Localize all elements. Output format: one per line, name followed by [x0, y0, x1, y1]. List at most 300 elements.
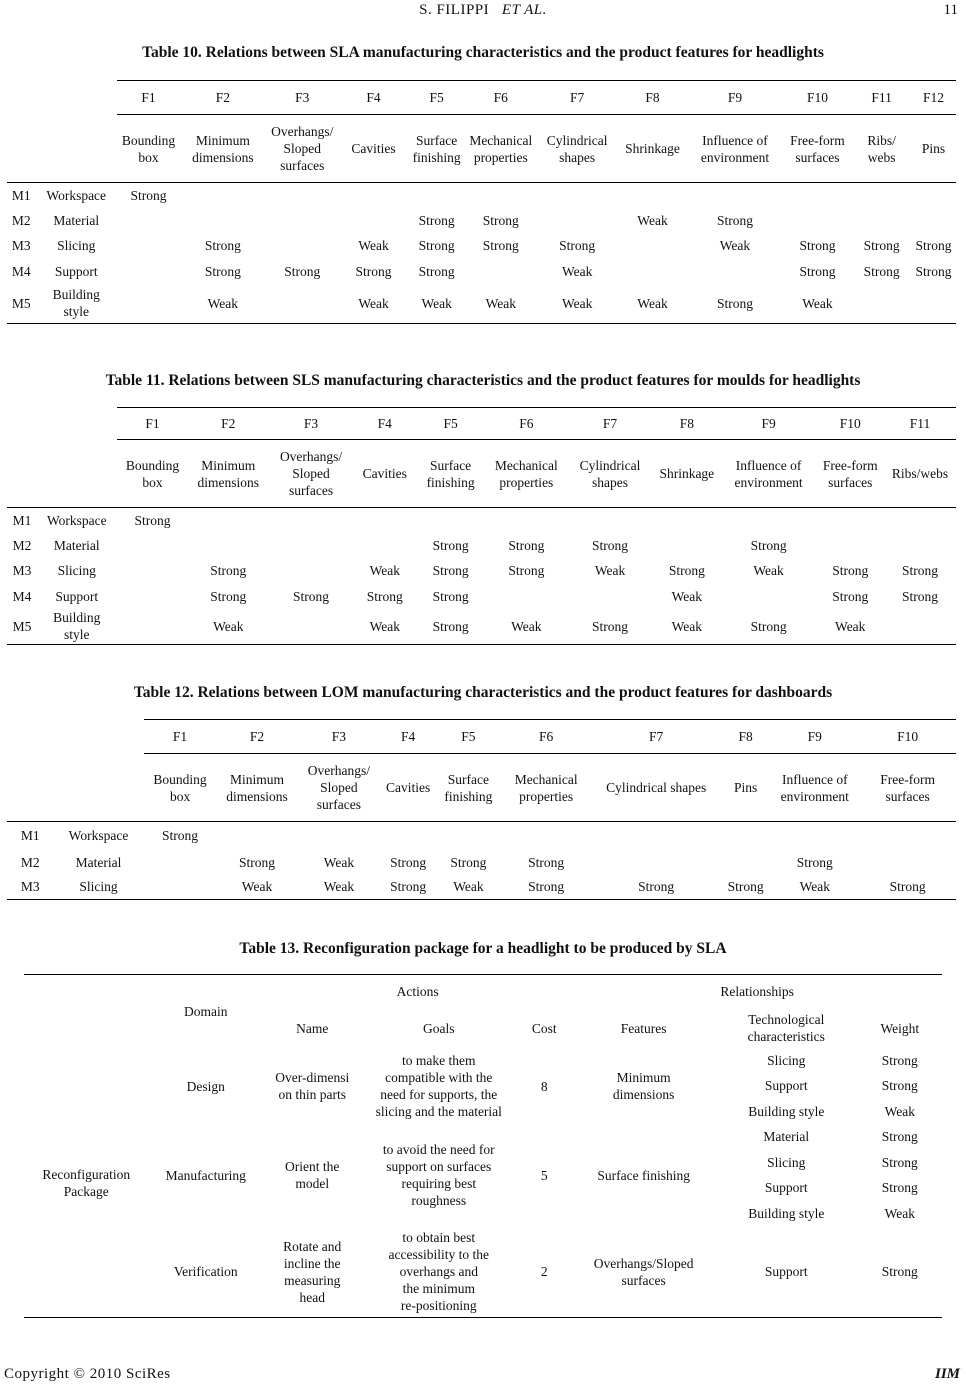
relation-cell: [117, 584, 189, 609]
action-name: [263, 1124, 361, 1226]
header-blank: [7, 440, 117, 508]
action-cost: 2: [516, 1226, 572, 1318]
feature-name: [408, 115, 465, 183]
cell-line: Cylindrical shapes: [606, 780, 707, 795]
table-row: [7, 584, 956, 609]
relation-cell: [852, 183, 911, 208]
feature-name: [339, 115, 408, 183]
relation-cell: Weak: [653, 609, 721, 645]
cell-line: Minimum: [201, 457, 256, 473]
relation-cell: Strong: [832, 588, 869, 604]
relation-cell: Strong: [366, 588, 403, 604]
feature-code: F2: [188, 408, 268, 440]
tech-header: [715, 1008, 858, 1048]
relation-cell: Weak: [719, 238, 751, 253]
feature-name: [180, 115, 266, 183]
relation-cell: Weak: [408, 284, 465, 324]
cell-line: Minimum: [230, 771, 285, 787]
cell-line: characteristics: [747, 1029, 825, 1044]
cell-line: Minimum: [195, 132, 250, 148]
cell-line: requiring best: [401, 1176, 477, 1191]
relation-cell: Strong: [859, 875, 956, 900]
cell-line: Influence of: [702, 132, 768, 148]
feature-name: [721, 754, 770, 822]
action-cost: 8: [540, 1078, 548, 1094]
header-blank: [7, 115, 117, 183]
feature-code: F5: [408, 81, 465, 115]
cell-line: Slicing: [57, 238, 96, 253]
cell-line: Influence of: [781, 771, 848, 787]
relation-weight: Strong: [881, 1053, 918, 1068]
relation-cell: [816, 508, 884, 533]
relation-cell: Strong: [418, 263, 455, 279]
relation-cell: Strong: [416, 609, 486, 645]
relation-cell: [117, 609, 189, 645]
cell-line: surfaces: [795, 149, 840, 165]
cell-line: finishing: [444, 788, 493, 804]
relation-cell: Strong: [355, 263, 392, 279]
cell-line: Influence of: [735, 457, 802, 473]
relation-cell: [687, 259, 783, 284]
relation-cell: [117, 284, 180, 324]
relation-cell: [266, 233, 339, 259]
tech-characteristic: Slicing: [767, 1053, 806, 1068]
cell-line: Overhangs/: [271, 124, 334, 139]
row-name: [36, 233, 117, 259]
relation-cell: Strong: [134, 512, 171, 528]
relation-weight: Strong: [881, 1129, 918, 1144]
feature-code: F1: [144, 720, 217, 754]
feature-code: F9: [770, 720, 859, 754]
relation-cell: [816, 533, 884, 558]
cell-line: Surface finishing: [597, 1167, 690, 1183]
cell-line: Surface: [447, 771, 490, 787]
row-code: M5: [7, 609, 37, 645]
cell-line: Sloped: [320, 780, 358, 795]
feature-cell: [572, 1226, 715, 1318]
relation-cell: Weak: [753, 563, 784, 578]
relation-cell: [721, 850, 770, 875]
relation-cell: Strong: [721, 875, 770, 900]
package-label: [24, 1048, 149, 1318]
table-row: [7, 259, 956, 284]
table13: [24, 974, 942, 1318]
relation-weight: Strong: [858, 1226, 942, 1318]
row-name: [36, 284, 117, 324]
table-row: [7, 822, 956, 850]
cell-line: compatible with the: [385, 1070, 493, 1085]
table-row: [7, 183, 956, 208]
cell-line: Mechanical: [494, 457, 558, 473]
relation-cell: Strong: [380, 875, 436, 900]
cell-line: Cavities: [362, 466, 407, 481]
tech-characteristic: Support: [764, 1078, 808, 1093]
relation-cell: [485, 508, 567, 533]
row-name: [37, 609, 117, 645]
cell-line: Material: [75, 854, 122, 870]
relation-cell: [408, 183, 465, 208]
relation-cell: Weak: [297, 875, 380, 900]
cell-line: Package: [63, 1183, 109, 1199]
relation-cell: [911, 183, 956, 208]
table-row: [7, 508, 956, 533]
table-row: [7, 558, 956, 584]
header-blank: [24, 974, 149, 1008]
cell-line: Bounding: [153, 771, 207, 787]
relation-cell: Strong: [863, 263, 900, 279]
actions-header: Actions: [263, 974, 572, 1008]
domain-cell: Design: [186, 1078, 225, 1094]
relation-cell: [188, 508, 268, 533]
row-code: M1: [20, 828, 40, 844]
relation-cell: [266, 208, 339, 233]
relation-cell: [721, 584, 817, 609]
relation-cell: [144, 850, 217, 875]
cell-line: environment: [780, 788, 849, 804]
cell-line: box: [142, 474, 163, 490]
cell-line: finishing: [412, 149, 461, 165]
weight-header: Weight: [880, 1020, 920, 1036]
relation-cell: [653, 508, 721, 533]
relation-cell: Strong: [482, 212, 519, 228]
header-blank: [7, 720, 144, 754]
row-code: M2: [20, 854, 40, 870]
relation-cell: [268, 609, 354, 645]
relation-cell: [380, 822, 436, 850]
relation-cell: Strong: [162, 828, 199, 844]
feature-name-row: [7, 115, 956, 183]
cell-line: environment: [734, 474, 803, 490]
relation-cell: [354, 533, 416, 558]
feature-name: [117, 440, 189, 508]
feature-name: [217, 754, 298, 822]
relation-cell: Weak: [561, 263, 593, 279]
relation-cell: Strong: [902, 563, 939, 578]
cell-line: Workspace: [68, 828, 129, 844]
feature-name-row: [7, 440, 956, 508]
cell-line: Workspace: [46, 512, 107, 528]
feature-name: [911, 115, 956, 183]
goals-header: Goals: [423, 1020, 455, 1036]
cell-line: surfaces: [288, 483, 334, 498]
relation-cell: [465, 259, 536, 284]
et-al: ET AL.: [501, 2, 547, 18]
relation-cell: [266, 284, 339, 324]
relation-cell: Weak: [465, 284, 536, 324]
relation-cell: Strong: [796, 854, 833, 870]
relation-cell: Strong: [450, 854, 487, 870]
feature-code: F1: [117, 408, 189, 440]
relation-cell: [536, 208, 617, 233]
relation-weight: Weak: [884, 1205, 915, 1221]
relation-cell: Strong: [432, 588, 469, 604]
feature-cell: [572, 1124, 715, 1226]
cell-line: the minimum: [402, 1281, 475, 1296]
copyright: Copyright © 2010 SciRes: [4, 1366, 171, 1382]
table-row: [24, 1048, 942, 1073]
tech-characteristic: Slicing: [767, 1154, 806, 1170]
features-header: Features: [620, 1020, 667, 1036]
name-header: Name: [296, 1020, 329, 1036]
relation-cell: [416, 508, 486, 533]
cell-line: to obtain best: [402, 1230, 476, 1245]
cell-line: Cylindrical: [579, 457, 641, 473]
feature-name: [380, 754, 436, 822]
cell-line: Pins: [921, 141, 946, 156]
feature-name: [721, 440, 817, 508]
feature-name: [436, 754, 501, 822]
tech-characteristic: Building style: [748, 1103, 825, 1119]
relation-cell: [117, 259, 180, 284]
relation-cell: Strong: [501, 875, 591, 900]
feature-name: [859, 754, 956, 822]
cell-line: Mechanical: [514, 771, 578, 787]
relation-cell: Weak: [485, 609, 567, 645]
row-name: [53, 875, 143, 900]
cell-line: Bounding: [121, 132, 176, 148]
cell-line: to make them: [402, 1053, 476, 1068]
relation-cell: [117, 233, 180, 259]
feature-name: [567, 440, 653, 508]
domain-header: Domain: [149, 974, 263, 1048]
table-row: [24, 1226, 942, 1318]
cell-line: model: [295, 1176, 330, 1191]
header-blank: [7, 81, 117, 115]
feature-code: F5: [436, 720, 501, 754]
feature-code: F6: [485, 408, 567, 440]
row-name: [36, 208, 117, 233]
relation-cell: [911, 208, 956, 233]
relation-cell: Strong: [528, 854, 565, 870]
table12-caption: Table 12. Relations between LOM manufacturing characteristics and the product features for dashboards: [133, 684, 833, 701]
relation-cell: [465, 183, 536, 208]
relation-cell: Weak: [637, 212, 668, 228]
cell-line: dimensions: [197, 474, 260, 490]
feature-name: [591, 754, 721, 822]
tech-characteristic: Support: [715, 1226, 858, 1318]
relation-cell: [884, 609, 956, 645]
relation-cell: Weak: [536, 284, 617, 324]
row-code: M3: [7, 875, 53, 900]
header-blank: [7, 408, 117, 440]
feature-code: F10: [816, 408, 884, 440]
table-row: [7, 850, 956, 875]
relation-cell: Strong: [567, 609, 653, 645]
relation-cell: Weak: [671, 588, 703, 604]
cell-line: Slicing: [79, 879, 118, 895]
feature-code: F10: [859, 720, 956, 754]
relation-cell: Strong: [902, 588, 939, 604]
cell-line: Shrinkage: [659, 466, 715, 481]
table11: [7, 407, 956, 645]
tech-characteristic: Material: [763, 1129, 810, 1144]
feature-cell: [572, 1048, 715, 1124]
relation-cell: [117, 533, 189, 558]
cell-line: properties: [473, 149, 528, 165]
running-head: [0, 2, 966, 19]
relation-cell: [687, 183, 783, 208]
feature-name: [770, 754, 859, 822]
cell-line: to avoid the need for: [382, 1142, 495, 1157]
relation-cell: [536, 183, 617, 208]
relation-cell: Weak: [783, 284, 852, 324]
relation-cell: Weak: [770, 875, 859, 900]
cell-line: Mechanical: [469, 132, 533, 148]
cell-line: Free-form: [790, 132, 845, 148]
cell-line: Slicing: [57, 563, 96, 578]
feature-name: [816, 440, 884, 508]
cell-line: Reconfiguration: [42, 1166, 131, 1182]
feature-code-row: [7, 81, 956, 115]
relation-cell: Weak: [594, 563, 626, 578]
cell-line: Ribs/: [867, 132, 896, 148]
row-code: M5: [7, 284, 36, 324]
relation-cell: Strong: [592, 537, 629, 553]
feature-name: [188, 440, 268, 508]
relation-cell: Strong: [293, 588, 330, 604]
relation-cell: [859, 850, 956, 875]
relation-cell: [618, 259, 687, 284]
row-name: [36, 183, 117, 208]
cell-line: Surface: [429, 457, 472, 473]
cell-line: Material: [53, 212, 100, 228]
feature-name: [416, 440, 486, 508]
relation-cell: [117, 208, 180, 233]
feature-code: F6: [465, 81, 536, 115]
relation-cell: [591, 822, 721, 850]
relation-cell: Strong: [559, 238, 596, 253]
table-row: [7, 233, 956, 259]
relation-cell: Strong: [204, 263, 241, 279]
relation-cell: Strong: [432, 563, 469, 578]
relation-weight: Weak: [884, 1103, 915, 1119]
row-code: M1: [11, 187, 31, 203]
feature-code: F8: [618, 81, 687, 115]
cell-line: Shrinkage: [625, 141, 680, 156]
tech-characteristic: Building style: [748, 1205, 825, 1221]
cell-line: accessibility to the: [388, 1247, 490, 1262]
relation-cell: [180, 183, 266, 208]
cell-line: Pins: [734, 780, 758, 795]
relation-cell: Strong: [799, 238, 836, 253]
relation-cell: [721, 508, 817, 533]
feature-code: F4: [354, 408, 416, 440]
feature-code: F8: [653, 408, 721, 440]
cell-line: webs: [867, 149, 896, 165]
relation-cell: [268, 508, 354, 533]
relation-weight: Strong: [881, 1180, 918, 1195]
feature-code: F3: [297, 720, 380, 754]
cell-line: Over-dimensi: [275, 1070, 350, 1085]
relation-cell: [591, 850, 721, 875]
page-number: 11: [943, 2, 958, 18]
row-code: M4: [12, 588, 32, 604]
table-row: [7, 533, 956, 558]
cell-line: Overhangs/: [279, 449, 343, 464]
relation-cell: [783, 183, 852, 208]
relation-cell: [618, 183, 687, 208]
table-row: [24, 1124, 942, 1149]
header-blank: [24, 1008, 149, 1048]
relation-cell: [339, 208, 408, 233]
feature-code: F9: [687, 81, 783, 115]
relation-cell: Strong: [210, 588, 247, 604]
relation-cell: [297, 822, 380, 850]
row-name: [53, 822, 143, 850]
cell-line: dimensions: [192, 149, 254, 165]
relation-cell: [217, 822, 298, 850]
relation-cell: Strong: [721, 609, 817, 645]
feature-name: [653, 440, 721, 508]
feature-name: [297, 754, 380, 822]
cell-line: Cylindrical: [546, 132, 608, 148]
feature-code: F3: [268, 408, 354, 440]
cell-line: Orient the: [285, 1159, 340, 1174]
cell-line: measuring: [284, 1272, 341, 1288]
feature-code: F12: [911, 81, 956, 115]
relation-cell: [268, 558, 354, 584]
feature-name: [884, 440, 956, 508]
row-name: [37, 584, 117, 609]
feature-name: [117, 115, 180, 183]
cell-line: Rotate and: [283, 1238, 342, 1254]
row-code: M3: [11, 238, 31, 253]
relation-cell: Strong: [432, 537, 469, 553]
cell-line: Support: [54, 263, 98, 279]
table-row: [7, 284, 956, 324]
feature-code: F8: [721, 720, 770, 754]
tech-characteristic: Support: [764, 1180, 808, 1195]
relation-cell: Strong: [863, 238, 900, 253]
relation-cell: Weak: [354, 609, 416, 645]
table10: [7, 80, 956, 324]
cell-line: surfaces: [316, 797, 362, 812]
relation-cell: Weak: [816, 609, 884, 645]
action-goals: [361, 1048, 516, 1124]
cell-line: Sloped: [283, 141, 322, 156]
feature-name-row: [7, 754, 956, 822]
relation-cell: Strong: [799, 263, 836, 279]
relation-cell: Strong: [482, 238, 519, 253]
relation-weight: Strong: [881, 1078, 918, 1093]
feature-code: F4: [380, 720, 436, 754]
cell-line: Bounding: [125, 457, 180, 473]
cell-line: properties: [519, 788, 574, 804]
cell-line: box: [138, 149, 159, 165]
relation-cell: Strong: [508, 537, 545, 553]
cell-line: slicing and the material: [375, 1104, 502, 1119]
relation-cell: Strong: [915, 238, 952, 253]
feature-name: [266, 115, 339, 183]
relation-cell: [567, 508, 653, 533]
relation-cell: [268, 533, 354, 558]
action-name: [263, 1048, 361, 1124]
feature-name: [465, 115, 536, 183]
feature-code: F10: [783, 81, 852, 115]
cell-line: Surface: [416, 132, 458, 148]
feature-name: [354, 440, 416, 508]
row-code: M3: [12, 563, 32, 578]
cell-line: properties: [499, 474, 554, 490]
table11-caption: Table 11. Relations between SLS manufacturing characteristics and the product features for moulds for headlights: [105, 372, 861, 389]
relation-cell: [354, 508, 416, 533]
cell-line: re-positioning: [400, 1298, 477, 1313]
header-blank: [7, 754, 144, 822]
cell-line: Cavities: [385, 780, 431, 795]
domain-cell: Verification: [149, 1226, 263, 1318]
relation-cell: Weak: [358, 238, 389, 253]
relation-cell: [884, 508, 956, 533]
